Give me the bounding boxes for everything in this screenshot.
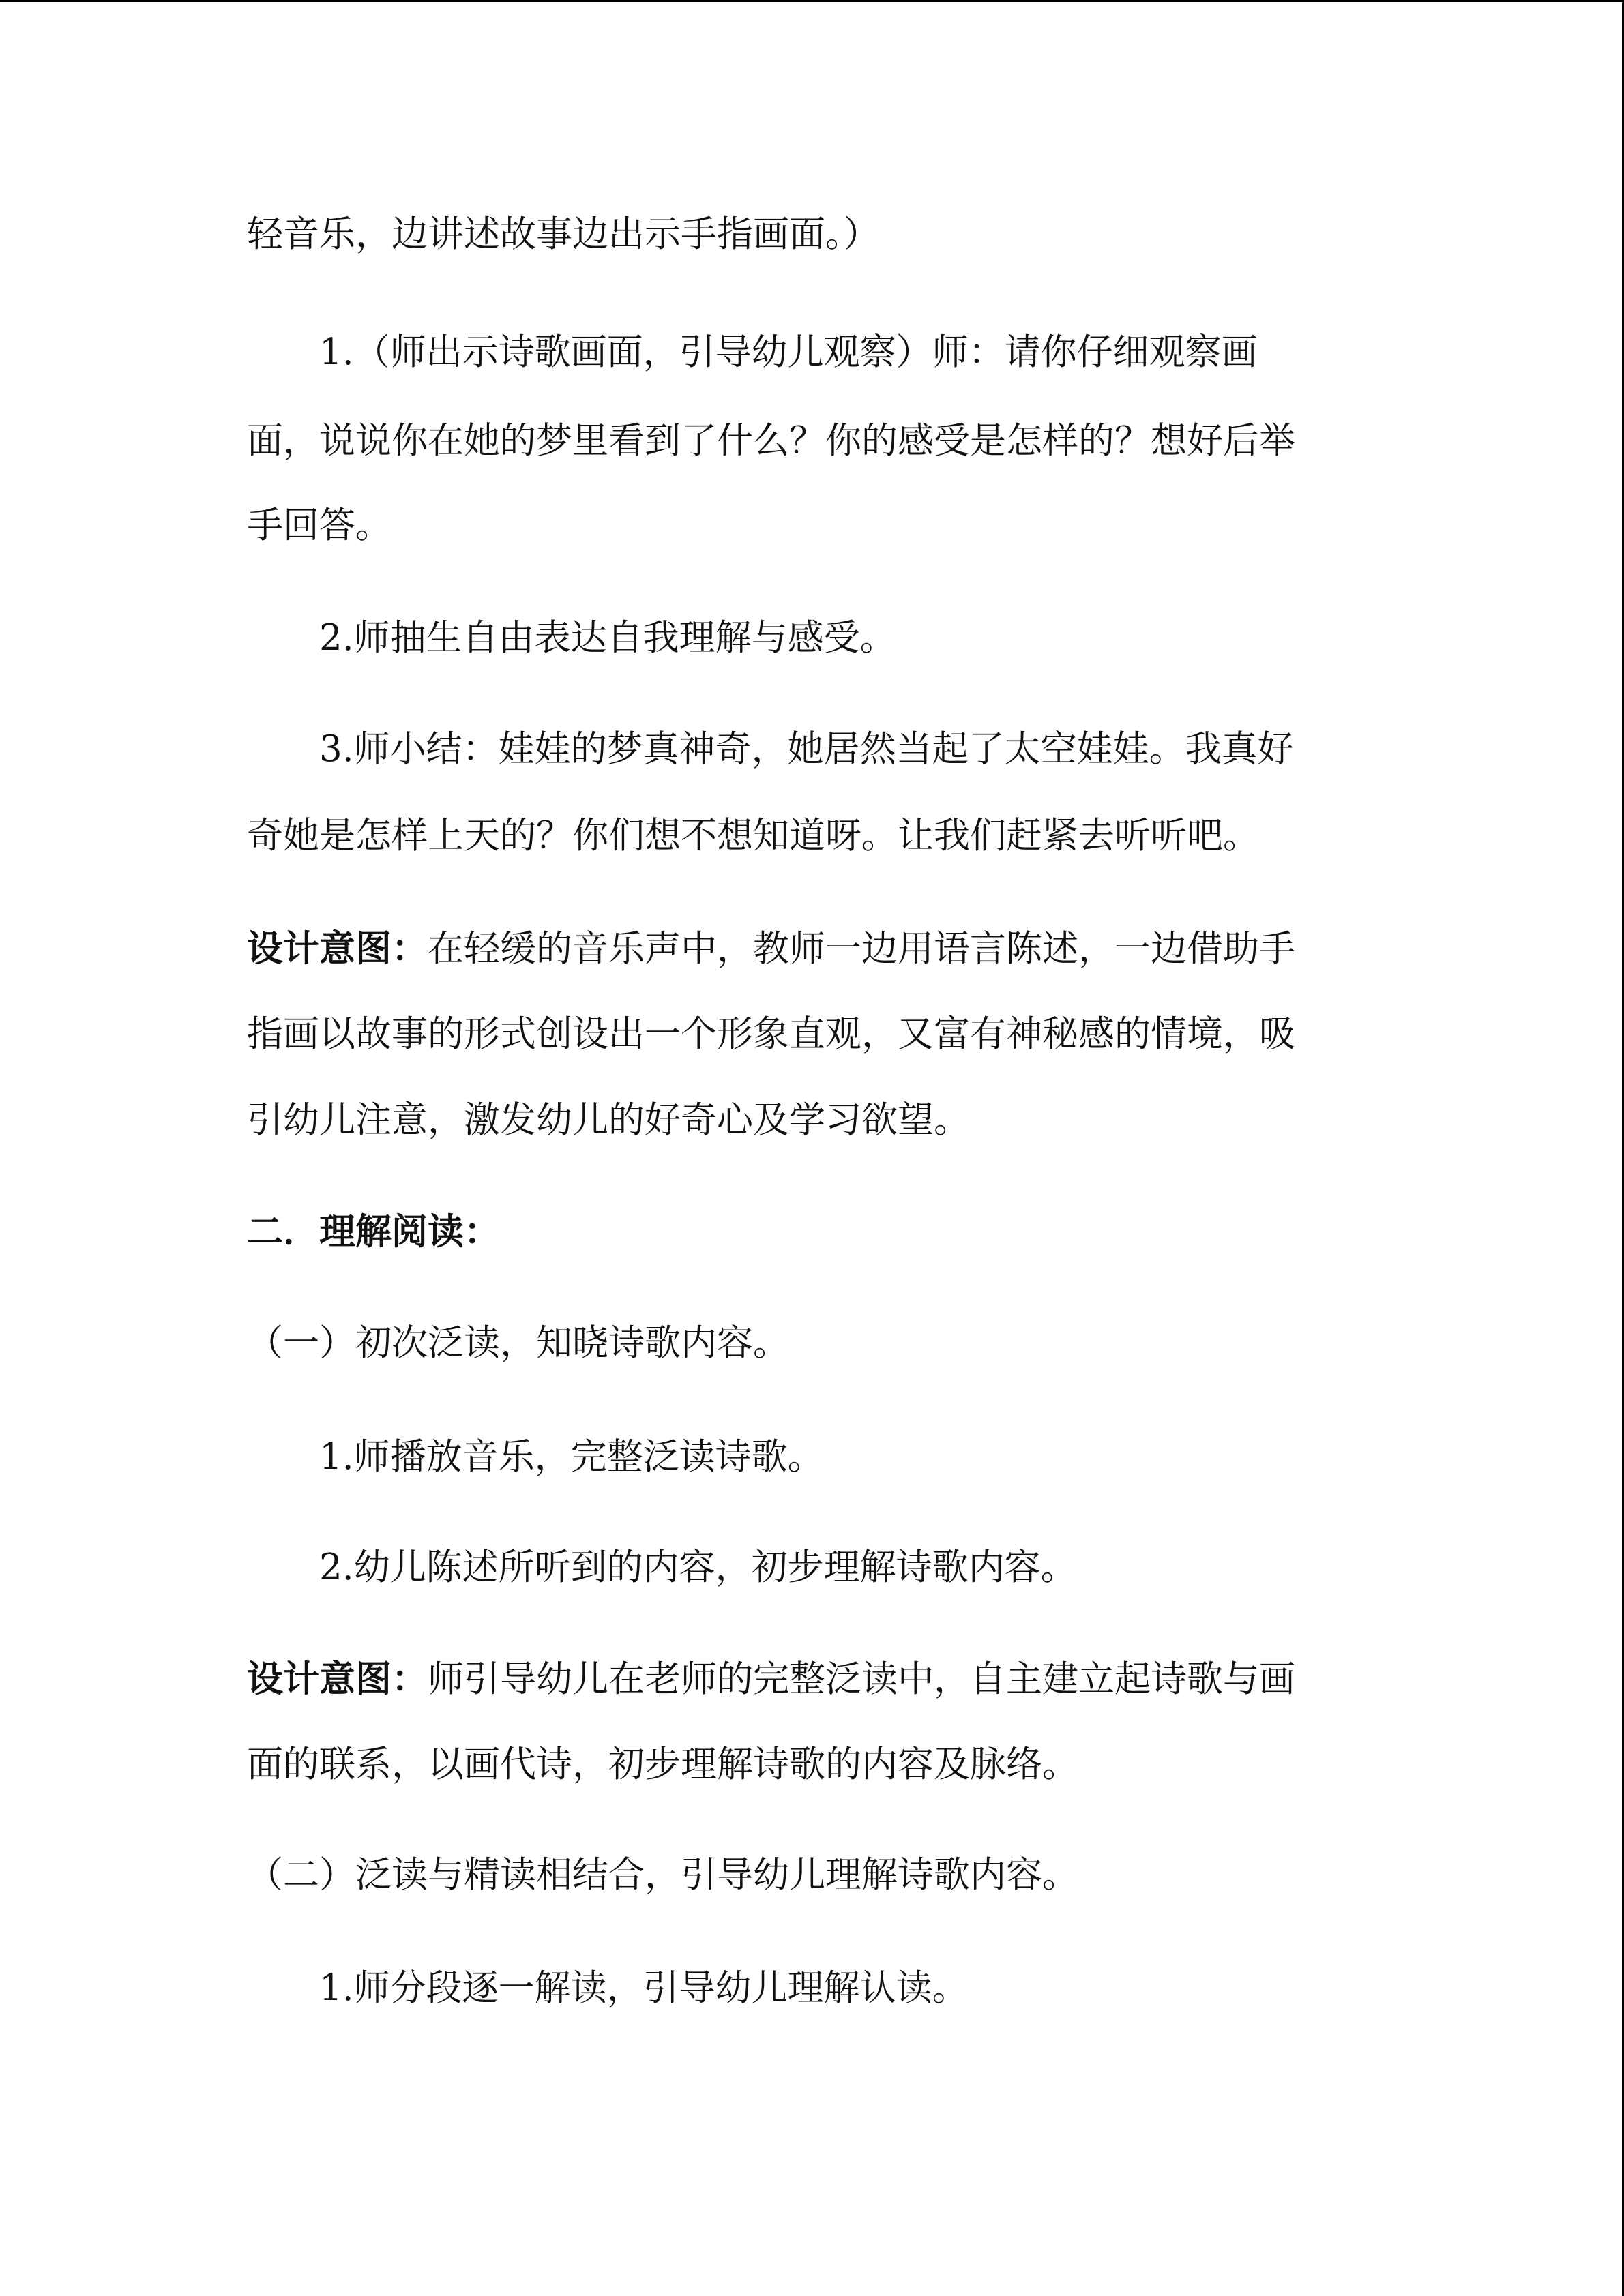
subsection-heading: （二）泛读与精读相结合，引导幼儿理解诗歌内容。 (247, 1854, 1078, 1896)
paragraph-line: 1.师播放音乐，完整泛读诗歌。 (319, 1436, 824, 1478)
paragraph-line: 2.师抽生自由表达自我理解与感受。 (319, 617, 896, 659)
paragraph-line: 2.幼儿陈述所听到的内容，初步理解诗歌内容。 (319, 1547, 1077, 1588)
paragraph-line: 1.师分段逐一解读，引导幼儿理解认读。 (319, 1967, 969, 2009)
paragraph-line: 面的联系，以画代诗，初步理解诗歌的内容及脉络。 (247, 1744, 1078, 1785)
design-intent-paragraph (247, 1654, 1356, 1704)
paragraph-text: 师引导幼儿在老师的完整泛读中，自主建立起诗歌与画 (428, 1658, 1295, 1700)
paragraph-text: 在轻缓的音乐声中，教师一边用语言陈述，一边借助手 (428, 928, 1295, 970)
paragraph-line: 1.（师出示诗歌画面，引导幼儿观察）师：请你仔细观察画 (319, 331, 1258, 373)
paragraph-line: 轻音乐，边讲述故事边出示手指画面。） (247, 213, 880, 255)
paragraph-line: 面，说说你在她的梦里看到了什么？你的感受是怎样的？想好后举 (247, 420, 1295, 462)
paragraph-line: 手回答。 (247, 505, 392, 546)
paragraph-line: 指画以故事的形式创设出一个形象直观，又富有神秘感的情境，吸 (247, 1013, 1295, 1055)
design-intent-label: 设计意图： (247, 927, 428, 970)
subsection-heading: （一）初次泛读，知晓诗歌内容。 (247, 1322, 789, 1364)
paragraph-line: 奇她是怎样上天的？你们想不想知道呀。让我们赶紧去听听吧。 (247, 815, 1259, 856)
design-intent-label: 设计意图： (247, 1658, 428, 1700)
paragraph-line: 引幼儿注意，激发幼儿的好奇心及学习欲望。 (247, 1099, 970, 1141)
paragraph-line: 3.师小结：娃娃的梦真神奇，她居然当起了太空娃娃。我真好 (319, 728, 1294, 770)
section-heading: 二．理解阅读： (247, 1210, 500, 1253)
design-intent-paragraph (247, 924, 1356, 974)
